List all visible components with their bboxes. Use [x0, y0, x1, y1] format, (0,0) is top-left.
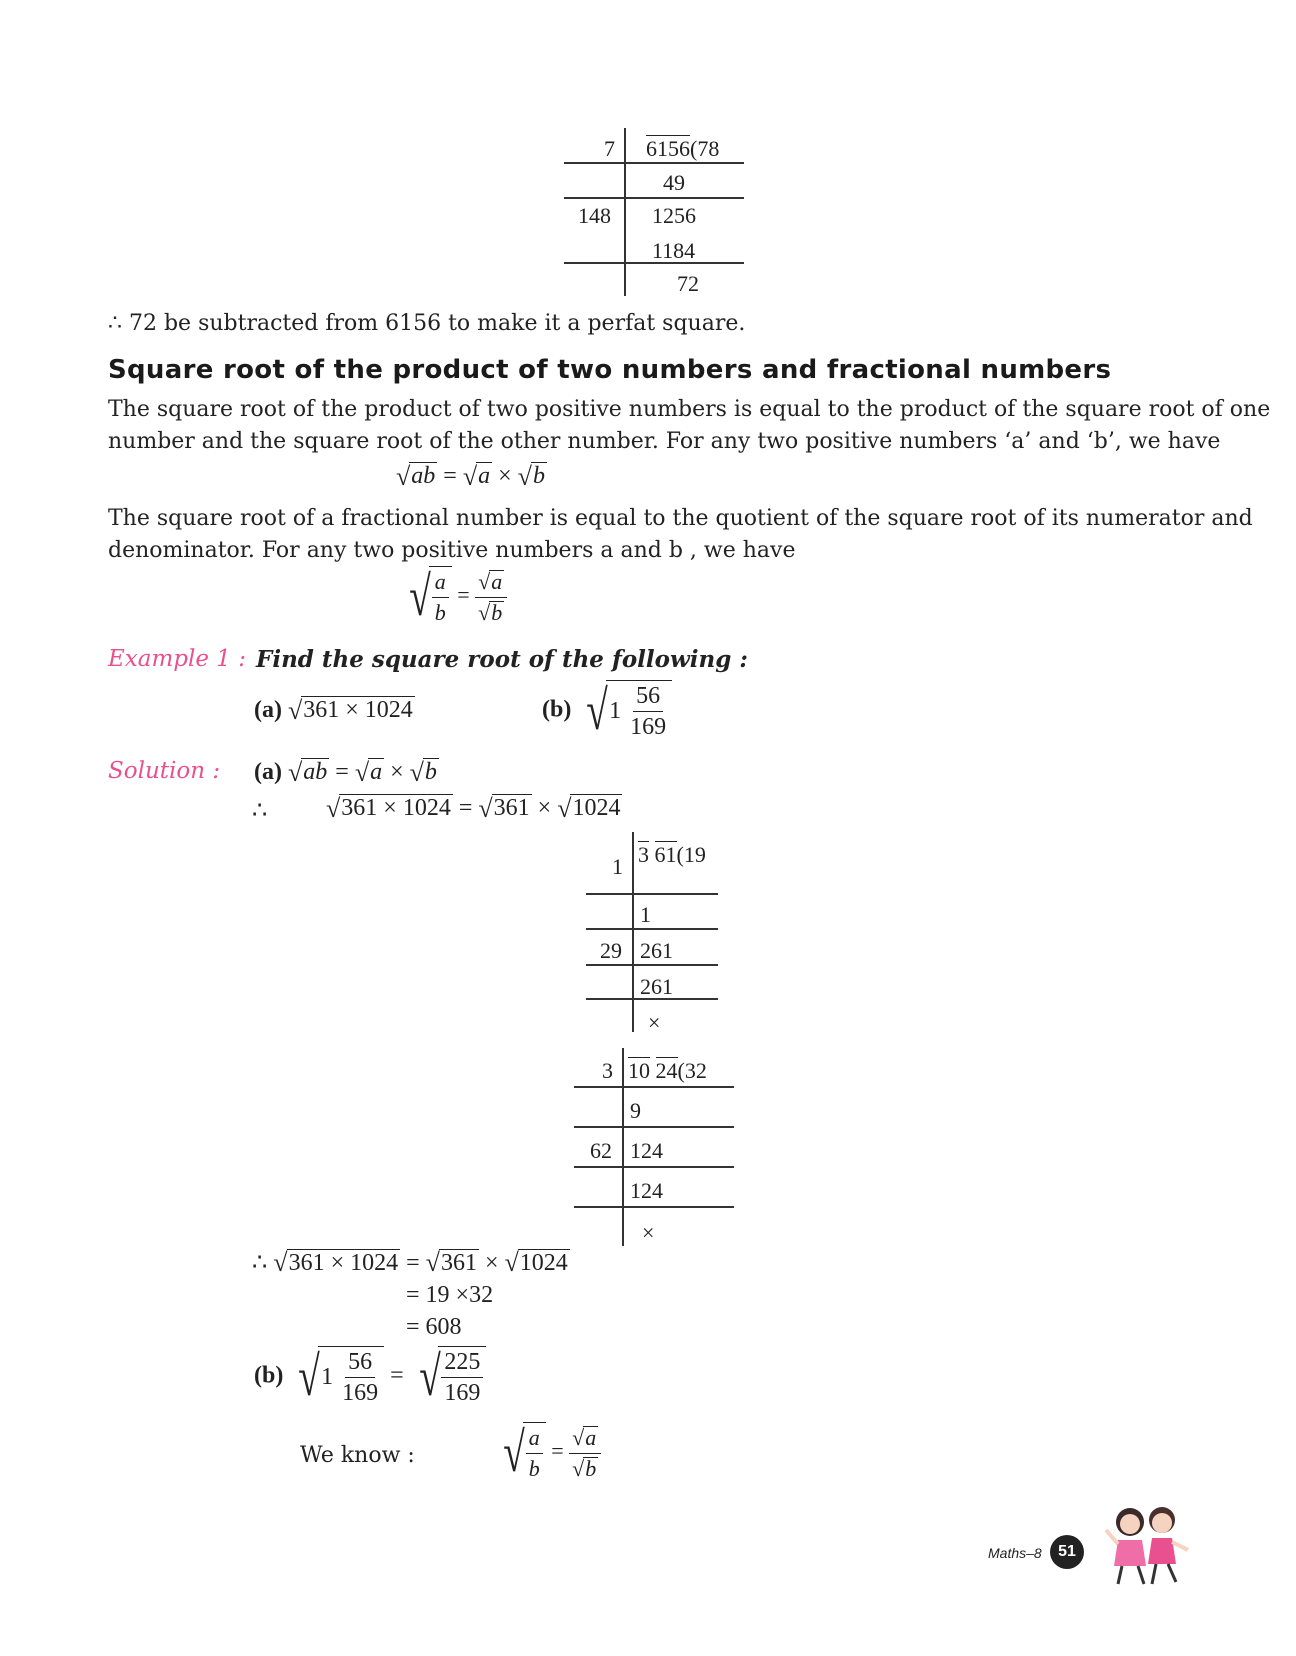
page-number: 51 [1050, 1535, 1084, 1569]
subtrahend: 1 [640, 902, 651, 927]
divisor: 3 [602, 1058, 613, 1083]
dividend: 6156(78 [646, 136, 720, 161]
therefore-symbol: ∴ [252, 798, 268, 824]
dividend: 3 61(19 [638, 842, 706, 867]
quotient-rule-formula: √ $\frac{a}{b}$ = $\frac{√a}{√b}$ [400, 566, 507, 628]
divisor-2: 62 [590, 1138, 612, 1163]
paragraph-1-line-2: number and the square root of the other number. For any two positive numbers ‘a’ and ‘b’, we have [108, 429, 1221, 454]
solution-part-b: (b) √ 1 $\frac{56}{169}$ = √ $\frac{225}{169}$ [254, 1346, 486, 1408]
kids-illustration [1098, 1500, 1194, 1594]
solution-step-2: ∴ √361 × 1024 = √361 × √1024 [252, 1248, 568, 1277]
remainder: × [648, 1010, 661, 1035]
subtrahend-2: 1184 [652, 238, 696, 263]
paragraph-2-line-1: The square root of a fractional number is equal to the quotient of the square root of its numerator and [108, 506, 1253, 531]
section-heading: Square root of the product of two numbers and fractional numbers [108, 355, 1112, 385]
solution-step-4: = 608 [406, 1314, 462, 1340]
solution-step-3: = 19 ×32 [406, 1282, 494, 1308]
divisor-2: 29 [600, 938, 622, 963]
divisor: 7 [604, 136, 615, 161]
paragraph-1-line-1: The square root of the product of two positive numbers is equal to the product of the square root of one [108, 397, 1271, 422]
remainder-step: 124 [630, 1138, 663, 1163]
solution-step-1: √361 × 1024 = √361 × √1024 [326, 794, 621, 823]
quotient-rule-formula-repeat: √ $\frac{a}{b}$ = $\frac{√a}{√b}$ [494, 1422, 601, 1484]
paragraph-2-line-2: denominator. For any two positive numbers a and b , we have [108, 538, 796, 563]
example-part-b: (b) √ 1 $\frac{56}{169}$ [542, 680, 672, 742]
dividend: 10 24(32 [628, 1058, 707, 1083]
solution-label: Solution : [108, 758, 221, 784]
subtrahend: 9 [630, 1098, 641, 1123]
divisor-2: 148 [578, 203, 611, 228]
solution-rule: (a) √ab = √a × √b [254, 758, 437, 787]
we-know-label: We know : [300, 1443, 415, 1468]
example-part-a: (a) √361 × 1024 [254, 696, 413, 725]
remainder: 72 [677, 271, 699, 296]
subtrahend-2: 124 [630, 1178, 663, 1203]
subtrahend-2: 261 [640, 974, 673, 999]
book-label: Maths–8 [988, 1545, 1042, 1561]
conclusion-text: ∴ 72 be subtracted from 6156 to make it a perfat square. [108, 311, 746, 336]
example-title: Find the square root of the following : [256, 646, 748, 673]
example-label: Example 1 : [108, 646, 246, 672]
remainder: × [642, 1220, 655, 1245]
subtrahend: 49 [663, 170, 685, 195]
divisor: 1 [612, 854, 623, 879]
remainder-step: 261 [640, 938, 673, 963]
product-rule-formula: √ab = √a × √b [396, 462, 545, 491]
remainder-step: 1256 [652, 203, 696, 228]
